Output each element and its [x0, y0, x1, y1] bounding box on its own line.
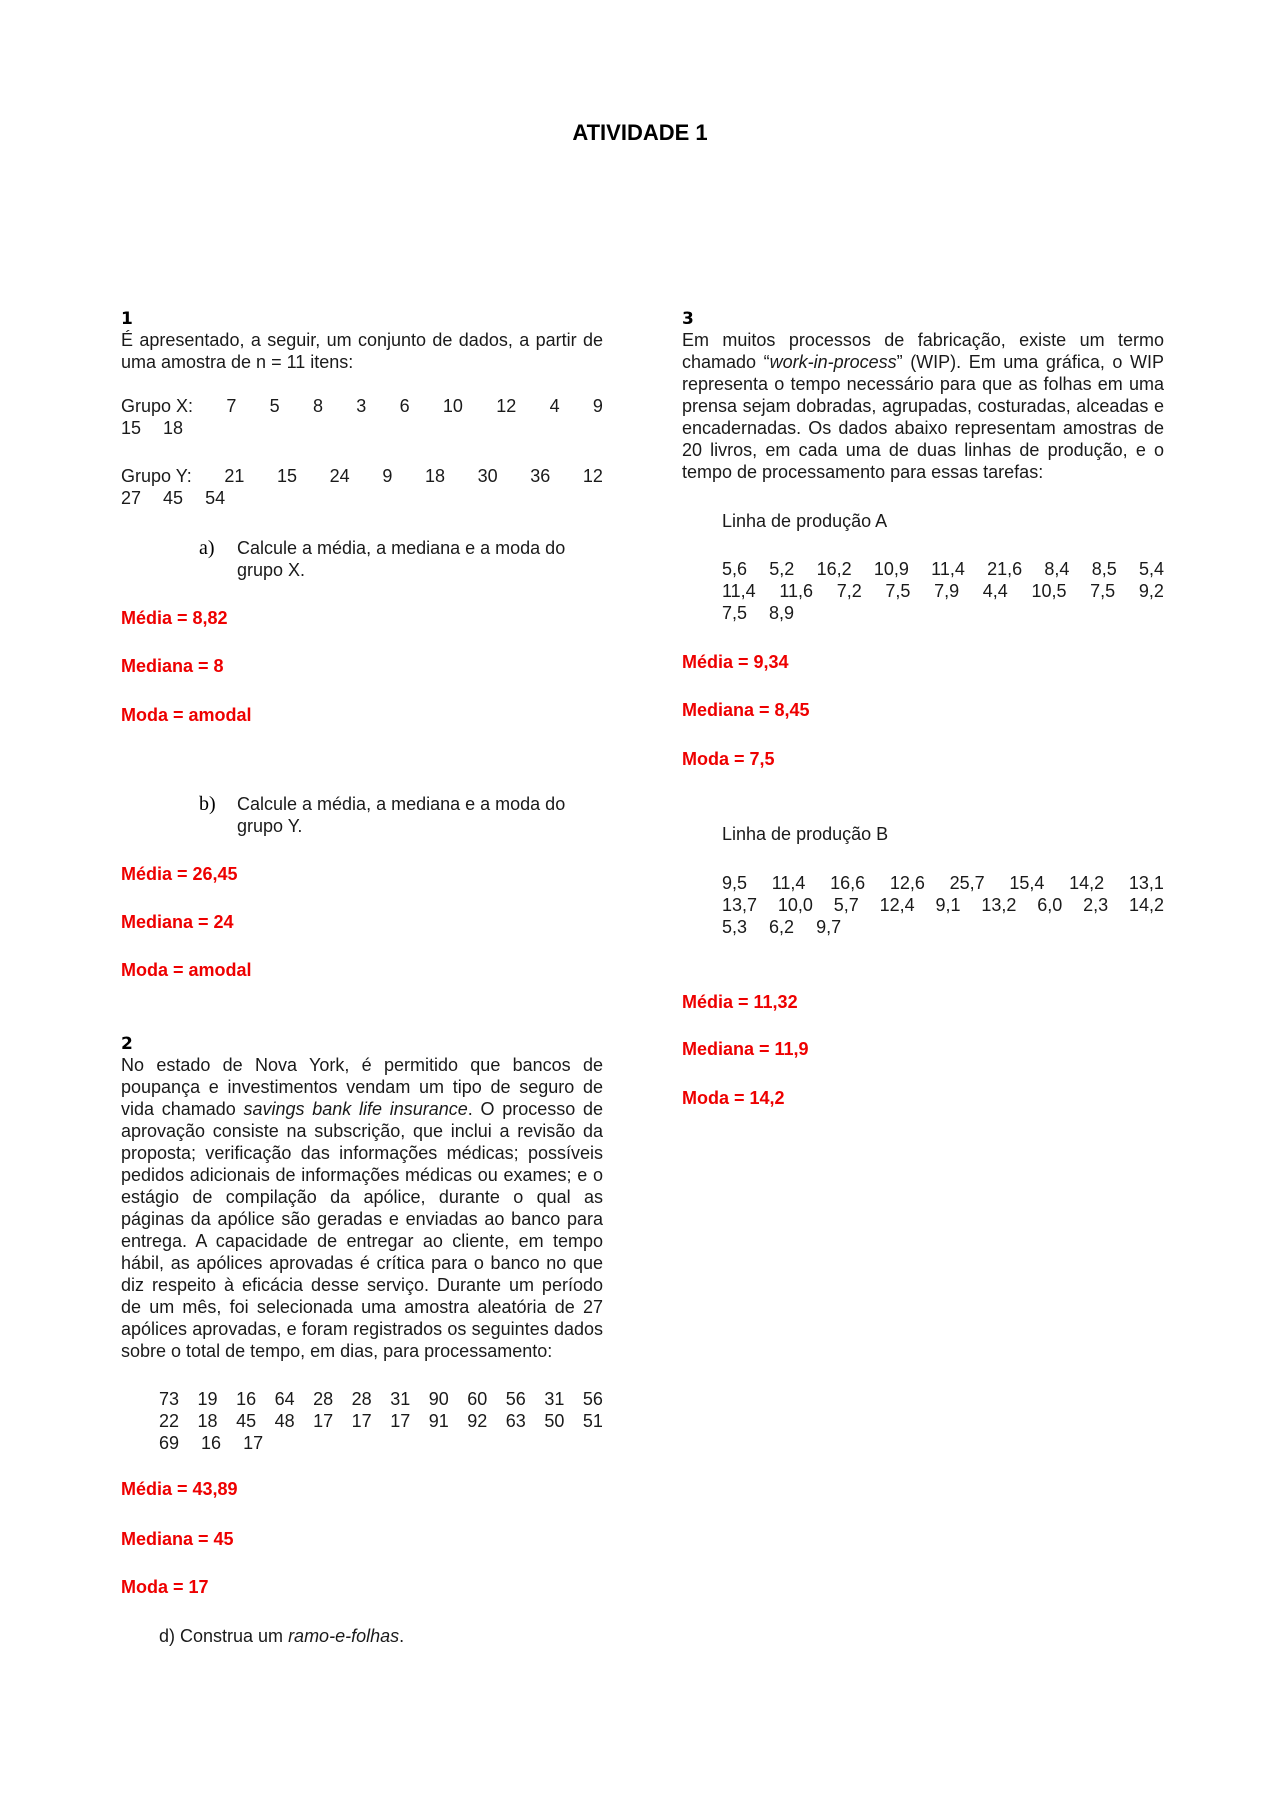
data-value: 12	[496, 396, 517, 416]
data-value: 11,6	[779, 581, 814, 601]
data-value: 5,4	[1138, 559, 1164, 579]
data-value: 3	[356, 396, 367, 416]
data-value: 10,9	[873, 559, 909, 579]
data-value: 16	[201, 1433, 222, 1453]
q1a-moda: Moda = amodal	[121, 705, 252, 725]
data-value: 9,2	[1138, 581, 1164, 601]
q1b-moda: Moda = amodal	[121, 960, 252, 980]
data-value: 11,4	[771, 873, 806, 893]
data-value: 10,5	[1031, 581, 1067, 601]
data-value: 73	[159, 1389, 180, 1409]
question-1-intro: É apresentado, a seguir, um conjunto de dados, a partir de uma amostra de n = 11 itens:	[121, 330, 603, 372]
data-value: 4,4	[982, 581, 1008, 601]
group-y-row-1	[121, 465, 603, 487]
line-a-label: Linha de produção A	[722, 511, 888, 531]
q1a-mediana: Mediana = 8	[121, 656, 224, 676]
data-value: 5,7	[833, 895, 859, 915]
line-a-media: Média = 9,34	[682, 652, 789, 672]
data-value: 9,1	[935, 895, 961, 915]
data-value: 5	[269, 396, 280, 416]
data-value: 21,6	[987, 559, 1023, 579]
data-value: 18	[163, 418, 184, 438]
question-1-number: 1	[121, 309, 133, 329]
data-value: 12,4	[879, 895, 915, 915]
data-value: 45	[236, 1411, 257, 1431]
data-value: 16	[236, 1389, 257, 1409]
data-value: 9	[382, 466, 393, 486]
data-value: 45	[163, 488, 184, 508]
data-value: 90	[428, 1389, 449, 1409]
data-value: 24	[329, 466, 350, 486]
data-value: 54	[205, 488, 226, 508]
data-value: 11,4	[931, 559, 965, 579]
item-b	[121, 793, 603, 837]
data-value: 7	[226, 396, 237, 416]
left-column	[121, 309, 603, 1647]
page-title: ATIVIDADE 1	[572, 120, 708, 145]
data-value: 13,2	[981, 895, 1017, 915]
line-a-mediana: Mediana = 8,45	[682, 700, 810, 720]
data-value: 51	[582, 1411, 603, 1431]
data-value: 28	[351, 1389, 372, 1409]
data-value: 36	[530, 466, 551, 486]
q2-data-row-3	[159, 1432, 603, 1454]
item-a	[121, 537, 603, 581]
data-value: 16,6	[830, 873, 866, 893]
data-value: 4	[549, 396, 560, 416]
item-a-text: Calcule a média, a mediana e a moda do grupo X.	[237, 538, 566, 580]
data-value: 69	[159, 1433, 180, 1453]
data-value: 7,9	[934, 581, 960, 601]
line-b-row-3	[722, 916, 1164, 938]
group-label: Grupo X:	[121, 396, 194, 416]
data-value: 5,3	[722, 917, 748, 937]
data-value: 8,5	[1091, 559, 1117, 579]
q1b-media: Média = 26,45	[121, 864, 238, 884]
data-value: 56	[582, 1389, 603, 1409]
data-value: 9,5	[722, 873, 748, 893]
item-b-marker: b)	[199, 793, 216, 815]
data-value: 7,5	[722, 603, 748, 623]
q3-text-italic: work-in-process	[769, 352, 897, 372]
data-value: 10,0	[777, 895, 813, 915]
data-value: 64	[274, 1389, 295, 1409]
data-value: 14,2	[1069, 873, 1105, 893]
question-3-number: 3	[682, 309, 694, 329]
data-value: 14,2	[1128, 895, 1164, 915]
data-value: 15	[121, 418, 142, 438]
data-value: 27	[121, 488, 142, 508]
data-value: 60	[467, 1389, 488, 1409]
data-value: 19	[197, 1389, 218, 1409]
data-value: 5,2	[769, 559, 795, 579]
data-value: 91	[428, 1411, 449, 1431]
q2-text-italic: savings bank life insurance	[243, 1099, 468, 1119]
data-value: 16,2	[816, 559, 852, 579]
data-value: 30	[477, 466, 498, 486]
q3-text-part2: ” (WIP). Em uma gráfica, o WIP representa o tempo necessário para que as folhas em uma prensa sejam dobradas, agrupadas, costuradas, alceadas e encadernadas. Os dados abaixo representam amostras de 20 livros, em cada uma de duas linhas de produção, e o tempo de processamento para essas tarefas:	[682, 352, 1164, 482]
line-a-moda: Moda = 7,5	[682, 749, 775, 769]
data-value: 31	[544, 1389, 565, 1409]
line-b-media: Média = 11,32	[682, 992, 798, 1012]
data-value: 17	[351, 1411, 372, 1431]
question-2-text	[121, 1054, 603, 1362]
data-value: 56	[505, 1389, 526, 1409]
data-value: 21	[224, 466, 245, 486]
data-value: 9,7	[816, 917, 842, 937]
q2-text-part2: . O processo de aprovação consiste na subscrição, que inclui a revisão da proposta; verificação das informações médicas; possíveis pedidos adicionais de informações médicas ou exames; e o estágio de compilação da apólice, durante o qual as páginas da apólice são geradas e enviadas ao banco para entrega. A capacidade de entregar ao cliente, em tempo hábil, as apólices aprovadas é crítica para o banco no que diz respeito à eficácia desse serviço. Durante um período de um mês, foi selecionada uma amostra aleatória de 27 apólices aprovadas, e foram registrados os seguintes dados sobre o total de tempo, em dias, para processamento:	[121, 1099, 603, 1361]
data-value: 9	[592, 396, 603, 416]
q2-text-part1: No estado de Nova York, é permitido que bancos de poupança e investimentos vendam um tipo de seguro de vida chamado	[121, 1055, 603, 1119]
data-value: 63	[505, 1411, 526, 1431]
data-value: 15,4	[1009, 873, 1045, 893]
data-value: 6,0	[1037, 895, 1063, 915]
group-x-row-1	[121, 395, 603, 417]
q2-data-row-1	[159, 1388, 603, 1410]
data-value: 17	[313, 1411, 334, 1431]
group-y-row-2	[121, 487, 603, 509]
data-value: 10	[442, 396, 463, 416]
data-value: 6,2	[769, 917, 795, 937]
data-value: 11,4	[722, 581, 756, 601]
q1b-mediana: Mediana = 24	[121, 912, 234, 932]
data-value: 7,2	[836, 581, 862, 601]
right-column	[682, 309, 1164, 1109]
line-a-row-3	[722, 602, 1164, 624]
line-b-mediana: Mediana = 11,9	[682, 1039, 809, 1059]
data-value: 17	[390, 1411, 411, 1431]
q2-data-row-2	[159, 1410, 603, 1432]
data-value: 6	[399, 396, 410, 416]
data-value: 22	[159, 1411, 180, 1431]
item-a-marker: a)	[199, 537, 215, 559]
data-value: 18	[424, 466, 445, 486]
data-value: 31	[390, 1389, 411, 1409]
q2-media: Média = 43,89	[121, 1479, 238, 1499]
q2-d-prefix: d) Construa um	[159, 1626, 289, 1646]
line-b-row-2	[722, 894, 1164, 916]
group-label: Grupo Y:	[121, 466, 192, 486]
question-3-text	[682, 329, 1164, 483]
q3-text-part1: Em muitos processos de fabricação, existe um termo chamado “	[682, 330, 1164, 372]
data-value: 15	[277, 466, 298, 486]
data-value: 92	[467, 1411, 488, 1431]
data-value: 7,5	[1090, 581, 1116, 601]
data-value: 12,6	[889, 873, 925, 893]
line-a-row-2	[722, 580, 1164, 602]
line-b-moda: Moda = 14,2	[682, 1088, 785, 1108]
q2-d-suffix: .	[399, 1626, 405, 1646]
data-value: 17	[243, 1433, 264, 1453]
data-value: 8	[312, 396, 323, 416]
item-b-text: Calcule a média, a mediana e a moda do grupo Y.	[237, 794, 566, 836]
data-value: 5,6	[722, 559, 748, 579]
q2-mediana: Mediana = 45	[121, 1529, 234, 1549]
group-x-row-2	[121, 417, 603, 439]
line-b-row-1	[722, 872, 1164, 894]
data-value: 8,4	[1044, 559, 1070, 579]
data-value: 48	[274, 1411, 295, 1431]
data-value: 12	[582, 466, 603, 486]
data-value: 2,3	[1083, 895, 1109, 915]
data-value: 13,7	[722, 895, 758, 915]
data-value: 8,9	[769, 603, 795, 623]
q1a-media: Média = 8,82	[121, 608, 228, 628]
data-value: 18	[197, 1411, 218, 1431]
q2-item-d	[121, 1625, 603, 1647]
data-value: 7,5	[885, 581, 911, 601]
question-2-number: 2	[121, 1034, 133, 1054]
line-a-row-1	[722, 558, 1164, 580]
data-value: 13,1	[1128, 873, 1164, 893]
data-value: 28	[313, 1389, 334, 1409]
q2-d-italic: ramo-e-folhas	[288, 1626, 400, 1646]
q2-moda: Moda = 17	[121, 1577, 209, 1597]
line-b-label: Linha de produção B	[722, 824, 889, 844]
data-value: 25,7	[949, 873, 985, 893]
data-value: 50	[544, 1411, 565, 1431]
